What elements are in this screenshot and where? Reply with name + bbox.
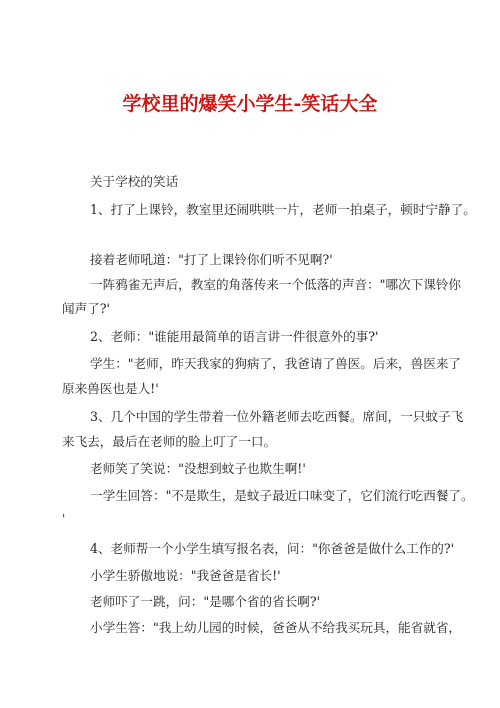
joke-2-line-3: 原来兽医也是人!'	[62, 381, 159, 396]
section-heading: 关于学校的笑话	[90, 174, 179, 189]
quote-mark: '	[62, 512, 66, 526]
joke-4-line-2: 小学生骄傲地说："我爸爸是省长!'	[90, 568, 281, 583]
joke-1-line-2: 接着老师吼道："打了上课铃你们听不见啊?'	[90, 252, 333, 267]
joke-3-line-3: 老师笑了笑说："没想到蚊子也欺生啊!'	[90, 461, 306, 476]
joke-3-line-2: 来飞去，最后在老师的脸上叮了一口。	[62, 434, 277, 449]
joke-2-line-2: 学生："老师，昨天我家的狗病了，我爸请了兽医。后来，兽医来了	[90, 356, 462, 371]
page-title: 学校里的爆笑小学生-笑话大全	[122, 93, 378, 115]
joke-2-line-1: 2、老师："谁能用最简单的语言讲一件很意外的事?'	[90, 329, 379, 344]
joke-1-line-4: 闻声了?'	[62, 301, 110, 316]
joke-4-line-4: 小学生答："我上幼儿园的时候，爸爸从不给我买玩具，能省就省，	[90, 620, 462, 635]
joke-1-line-3: 一阵鸦雀无声后，教室的角落传来一个低落的声音："哪次下课铃你	[90, 277, 462, 292]
joke-4-line-3: 老师吓了一跳，问："是哪个省的省长啊?'	[90, 594, 321, 609]
joke-3-line-1: 3、几个中国的学生带着一位外籍老师去吃西餐。席间，一只蚊子飞	[90, 409, 464, 424]
joke-3-line-4: 一学生回答："不是欺生，是蚊子最近口味变了，它们流行吃西餐了。	[90, 488, 474, 503]
joke-1-line-1: 1、打了上课铃，教室里还闹哄哄一片，老师一拍桌子，顿时宁静了。	[90, 202, 476, 217]
joke-4-line-1: 4、老师帮一个小学生填写报名表，问："你爸爸是做什么工作的?'	[90, 541, 455, 556]
